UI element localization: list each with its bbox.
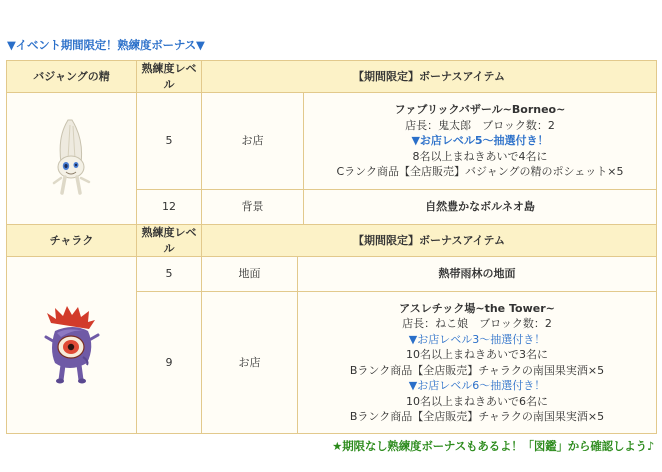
item-type: 背景 (202, 190, 304, 225)
lottery-condition-2: 10名以上まねきあいで6名に (406, 394, 548, 408)
lottery-condition: 10名以上まねきあいで3名に (406, 348, 548, 361)
shop-manager: 店長：鬼太郎 ブロック数：2 (405, 118, 555, 132)
lottery-note: ▼お店レベル5～抽選付き！ (411, 134, 549, 148)
item-type: お店 (202, 292, 298, 434)
lottery-reward: Cランク商品【全店販売】バジャングの精のポシェット×5 (336, 165, 624, 179)
charak-character-image (43, 305, 101, 385)
item-header: 【期間限定】ボーナスアイテム (202, 61, 657, 93)
shop-name: アスレチック場~the Tower~ (399, 301, 555, 315)
lottery-reward-2: Bランク商品【全店販売】チャラクの南国果実酒×5 (349, 410, 605, 423)
level-value: 12 (137, 190, 202, 225)
item-header: 【期間限定】ボーナスアイテム (202, 225, 657, 257)
lottery-reward: Bランク商品【全店販売】チャラクの南国果実酒×5 (349, 363, 605, 377)
item-type: お店 (202, 93, 304, 190)
character-image-cell (7, 257, 137, 434)
level-header: 熟練度レベル (137, 61, 202, 93)
bonus-table-charak (6, 224, 657, 434)
level-value: 5 (137, 257, 202, 292)
lottery-note: ▼お店レベル3～抽選付き！ (408, 332, 546, 346)
level-value: 9 (137, 292, 202, 434)
lottery-note-2: ▼お店レベル6～抽選付き！ (408, 379, 546, 392)
item-name: 熱帯雨林の地面 (298, 257, 657, 292)
item-type: 地面 (202, 257, 298, 292)
shop-manager: 店長：ねこ娘 ブロック数：2 (402, 317, 552, 330)
item-detail (304, 93, 657, 190)
lottery-condition: 8名以上まねきあいで4名に (412, 149, 548, 163)
section-heading: ▼イベント期間限定！熟練度ボーナス▼ (7, 38, 205, 52)
character-name: バジャングの精 (7, 61, 137, 93)
bajang-character-image (49, 117, 95, 201)
footer-note: ★期限なし熟練度ボーナスもあるよ！「図鑑」から確認しよう♪ (332, 439, 654, 453)
item-name: 自然豊かなボルネオ島 (304, 190, 657, 225)
bonus-table-bajang (6, 60, 657, 225)
item-detail (298, 292, 657, 434)
character-name: チャラク (7, 225, 137, 257)
character-image-cell (7, 93, 137, 225)
level-header: 熟練度レベル (137, 225, 202, 257)
shop-name: ファブリックバザール~Borneo~ (394, 103, 566, 117)
level-value: 5 (137, 93, 202, 190)
